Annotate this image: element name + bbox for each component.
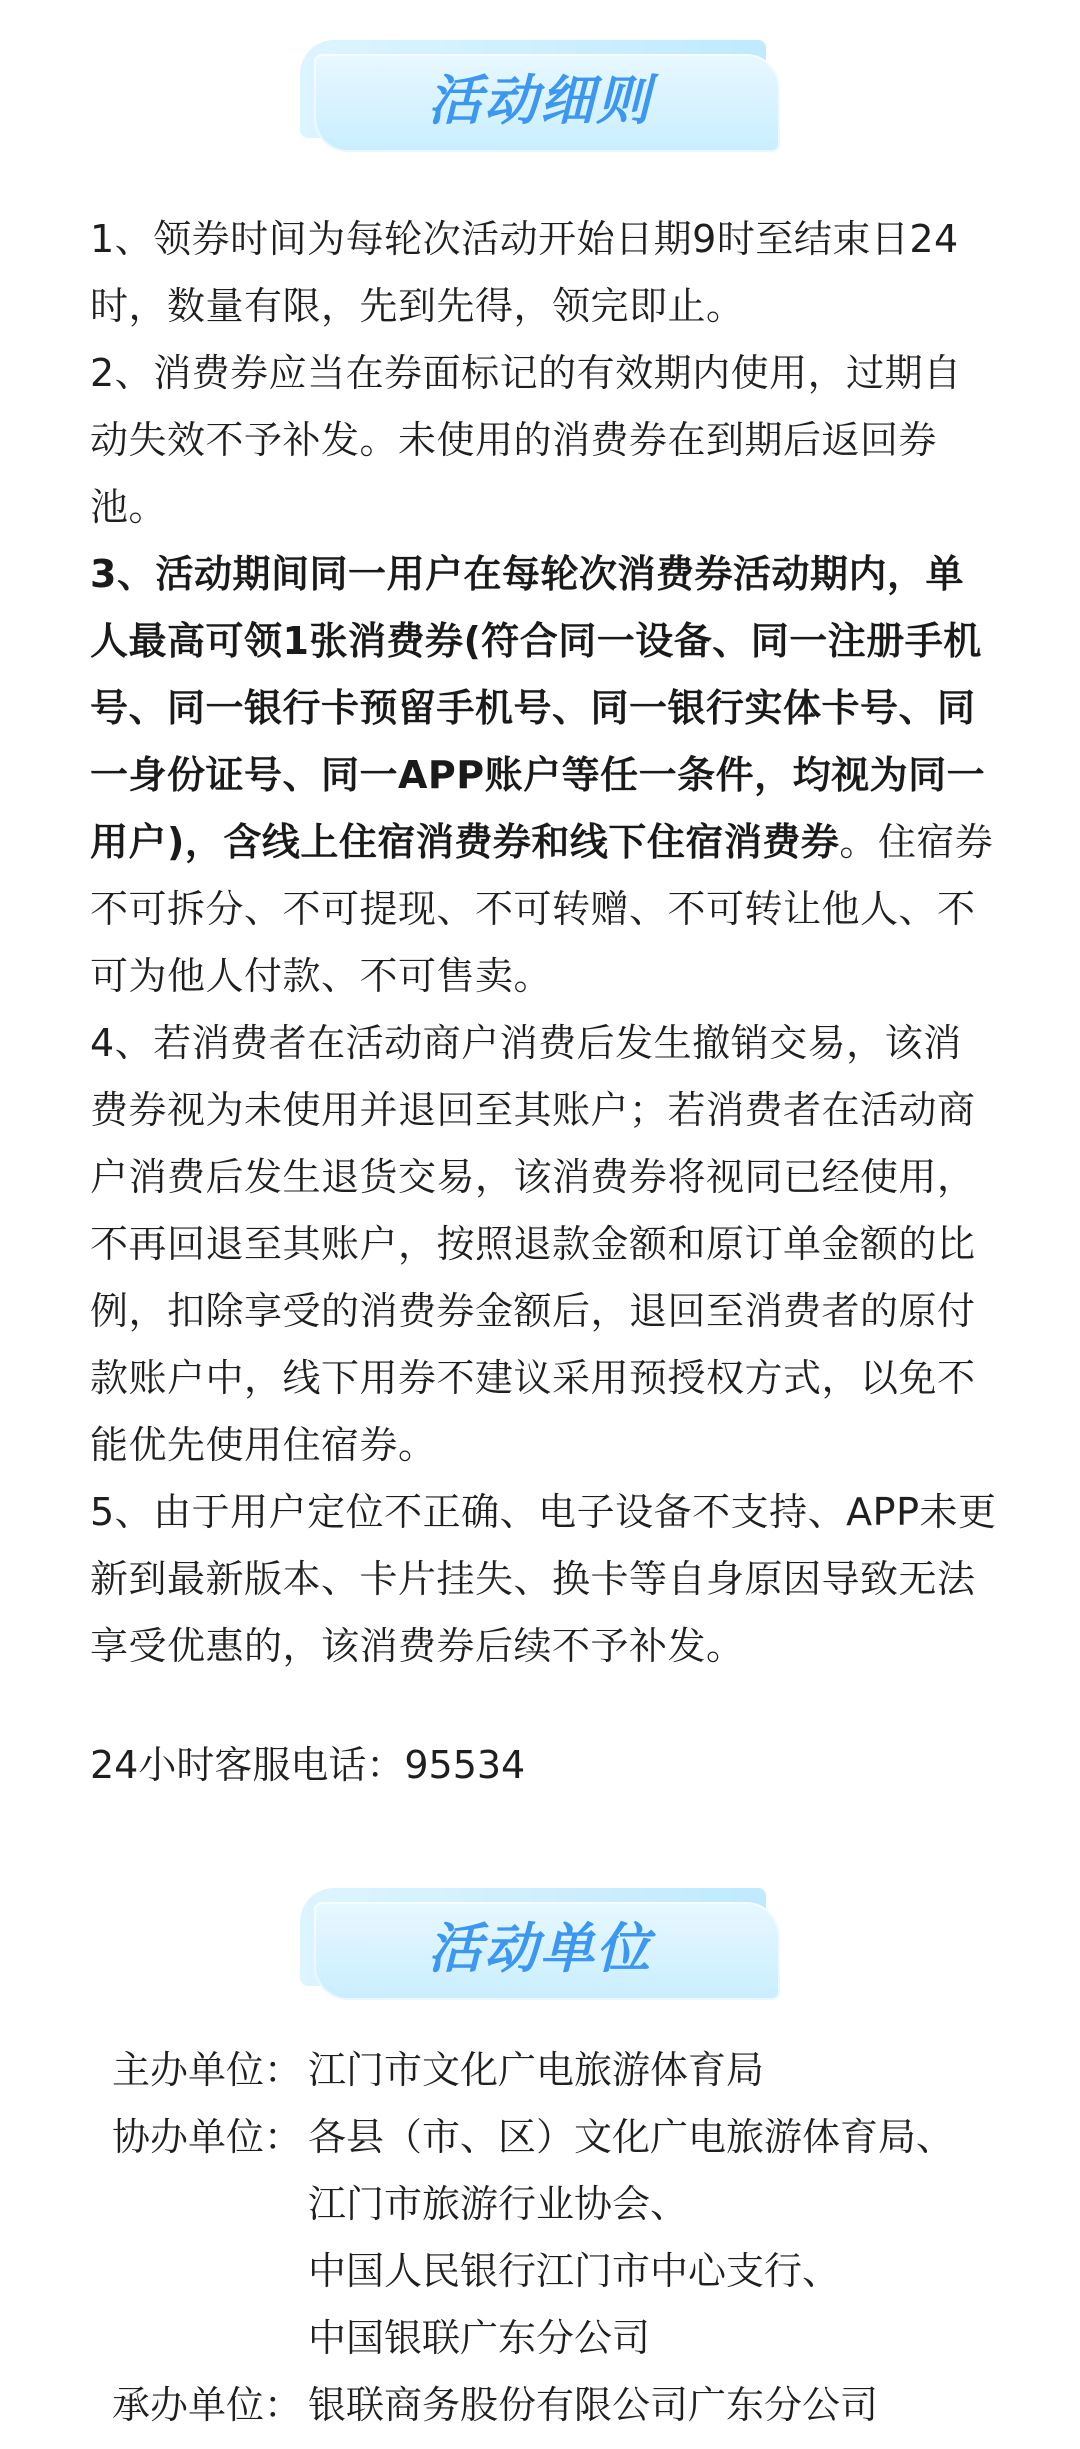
rule-4-text: 4、若消费者在活动商户消费后发生撤销交易，该消费券视为未使用并退回至其账户；若消费者在活动商户消费后发生退货交易，该消费券将视同已经使用，不再回退至其账户，按照退款金额和原订单金额的比例，扣除享受的消费券金额后，退回至消费者的原付款账户中，线下用券不建议采用预授权方式，以免不能优先使用住宿券。 [90,1021,976,1467]
unit-value: 中国人民银行江门市中心支行、 [308,2249,841,2293]
unit-label-co-host: 协办单位： [112,2115,303,2159]
rule-1-text: 1、领券时间为每轮次活动开始日期9时至结束日24时，数量有限，先到先得，领完即止。 [90,217,959,328]
rule-2-text: 2、消费券应当在券面标记的有效期内使用，过期自动失效不予补发。未使用的消费券在到期后返回券池。 [90,351,962,529]
rules-list [90,206,998,1680]
service-hotline: 24小时客服电话：95534 [90,1743,526,1787]
unit-value: 银联商务股份有限公司广东分公司 [308,2383,879,2427]
rule-2 [90,340,998,541]
unit-label-organizer: 承办单位： [112,2383,303,2427]
rule-5-text: 5、由于用户定位不正确、电子设备不支持、APP未更新到最新版本、卡片挂失、换卡等自身原因导致无法享受优惠的，该消费券后续不予补发。 [90,1490,997,1668]
rule-5 [90,1479,998,1680]
rule-1 [90,206,998,340]
rule-4 [90,1010,998,1479]
section-title-rules: 活动细则 [428,68,652,132]
rule-3-tail-text: 。住宿券不可拆分、不可提现、不可转赠、不可转让他人、不可为他人付款、不可售卖。 [90,820,994,998]
unit-values-organizer [308,2372,1012,2439]
unit-label-host: 主办单位： [112,2048,303,2092]
unit-values-host [308,2037,1012,2104]
section-title-units: 活动单位 [428,1916,652,1980]
rule-3-bold-text: 3、活动期间同一用户在每轮次消费券活动期内，单人最高可领1张消费券(符合同一设备、同一注册手机号、同一银行卡预留手机号、同一银行实体卡号、同一身份证号、同一APP账户等任一条件，均视为同一用户)，含线上住宿消费券和线下住宿消费券 [90,552,986,864]
unit-row-organizer [112,2372,1012,2439]
unit-row-co-host [112,2104,1012,2372]
unit-value: 江门市文化广电旅游体育局 [308,2048,765,2092]
unit-value: 各县（市、区）文化广电旅游体育局、 [308,2115,955,2159]
organizer-list [112,2037,1012,2439]
rule-3 [90,541,998,1010]
unit-value: 中国银联广东分公司 [308,2316,651,2360]
section-banner-rules [300,40,780,152]
section-banner-units [300,1888,780,2000]
unit-value: 江门市旅游行业协会、 [308,2182,689,2226]
unit-values-co-host [308,2104,1012,2372]
unit-row-host [112,2037,1012,2104]
